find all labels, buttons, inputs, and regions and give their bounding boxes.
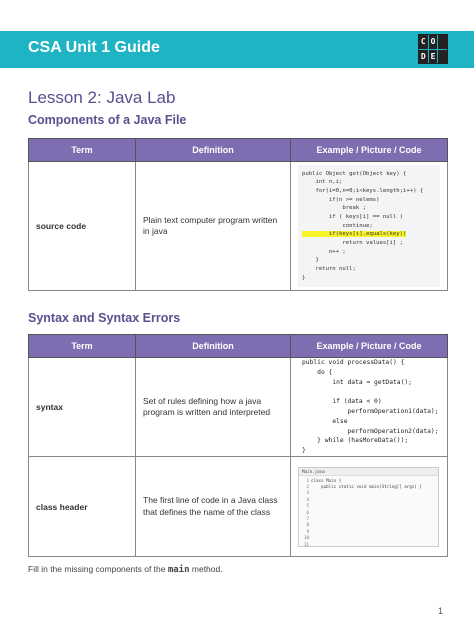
table-row <box>29 162 448 291</box>
column-header-term: Term <box>29 139 136 162</box>
term-cell: source code <box>29 162 136 291</box>
guide-title: CSA Unit 1 Guide <box>28 39 160 56</box>
section-title-syntax: Syntax and Syntax Errors <box>28 311 181 325</box>
code-line <box>302 388 436 398</box>
logo-letter <box>438 35 447 49</box>
code-line: } <box>302 447 306 454</box>
highlight-mark: if(keys[i].equals(key)) <box>302 231 407 238</box>
definition-cell: The first line of code in a Java class that defines the name of the class <box>136 457 291 557</box>
code-line: break ; <box>302 205 366 212</box>
code-line: int data = getData(); <box>302 378 412 386</box>
code-line: int n,i; <box>302 179 343 186</box>
ide-line-numbers: 1 2 3 4 5 6 7 8 9 10 11 <box>303 477 309 547</box>
table-header-row <box>29 335 448 358</box>
code-line: else <box>302 417 348 425</box>
code-line: public static void main(String[] args) { <box>311 483 422 489</box>
code-line: n++ ; <box>302 248 346 255</box>
lesson-title: Lesson 2: Java Lab <box>28 88 176 107</box>
code-line: return values[i] ; <box>302 239 404 246</box>
column-header-definition: Definition <box>136 139 291 162</box>
code-line: } <box>302 274 306 281</box>
example-cell <box>291 358 448 457</box>
ide-code <box>311 478 422 548</box>
code-line: class Main { <box>311 477 342 483</box>
code-sample-get <box>298 165 440 288</box>
column-header-definition: Definition <box>136 335 291 358</box>
definition-cell: Set of rules defining how a java program is written and interpreted <box>136 358 291 457</box>
code-line: } while (hasMoreData()); <box>302 437 409 445</box>
code-line: return null; <box>302 265 356 272</box>
page-number: 1 <box>438 606 444 616</box>
header-bar <box>0 31 474 68</box>
logo-letter <box>438 50 447 64</box>
column-header-term: Term <box>29 335 136 358</box>
code-line: if (data < 0) <box>302 398 382 406</box>
logo-letter: E <box>429 50 438 64</box>
code-line: public Object get(Object key) { <box>302 170 407 177</box>
ide-file-tab: Main.java <box>299 468 438 476</box>
code-line: } <box>302 257 319 264</box>
table-row <box>29 457 448 557</box>
code-line: if ( keys[i] == null ) <box>302 214 404 221</box>
code-line: performOperation2(data); <box>302 427 439 435</box>
syntax-table <box>28 334 448 557</box>
ide-editor <box>299 476 438 548</box>
ide-screenshot <box>298 467 439 547</box>
term-cell: class header <box>29 457 136 557</box>
code-sample-process-data <box>298 358 440 456</box>
code-line-highlighted <box>302 230 436 239</box>
code-org-logo-icon <box>418 34 448 64</box>
term-cell: syntax <box>29 358 136 457</box>
table-header-row <box>29 139 448 162</box>
column-header-example: Example / Picture / Code <box>291 335 448 358</box>
example-cell <box>291 162 448 291</box>
logo-letter: O <box>429 35 438 49</box>
code-line: continue; <box>302 222 373 229</box>
components-table <box>28 138 448 291</box>
logo-letter: C <box>419 35 428 49</box>
example-cell <box>291 457 448 557</box>
definition-cell: Plain text computer program written in java <box>136 162 291 291</box>
code-line: if(n >= nelems) <box>302 196 380 203</box>
instruction-text: Fill in the missing components of the main method. <box>28 564 223 575</box>
main-keyword: main <box>167 565 190 575</box>
code-line: for(i=0,n=0;i<keys.length;i++) { <box>302 188 424 195</box>
table-row <box>29 358 448 457</box>
code-line: do { <box>302 369 333 376</box>
logo-letter: D <box>419 50 428 64</box>
section-title-components: Components of a Java File <box>28 113 187 127</box>
code-line: public void processData() { <box>302 359 405 367</box>
code-line: performOperation1(data); <box>302 408 439 415</box>
column-header-example: Example / Picture / Code <box>291 139 448 162</box>
